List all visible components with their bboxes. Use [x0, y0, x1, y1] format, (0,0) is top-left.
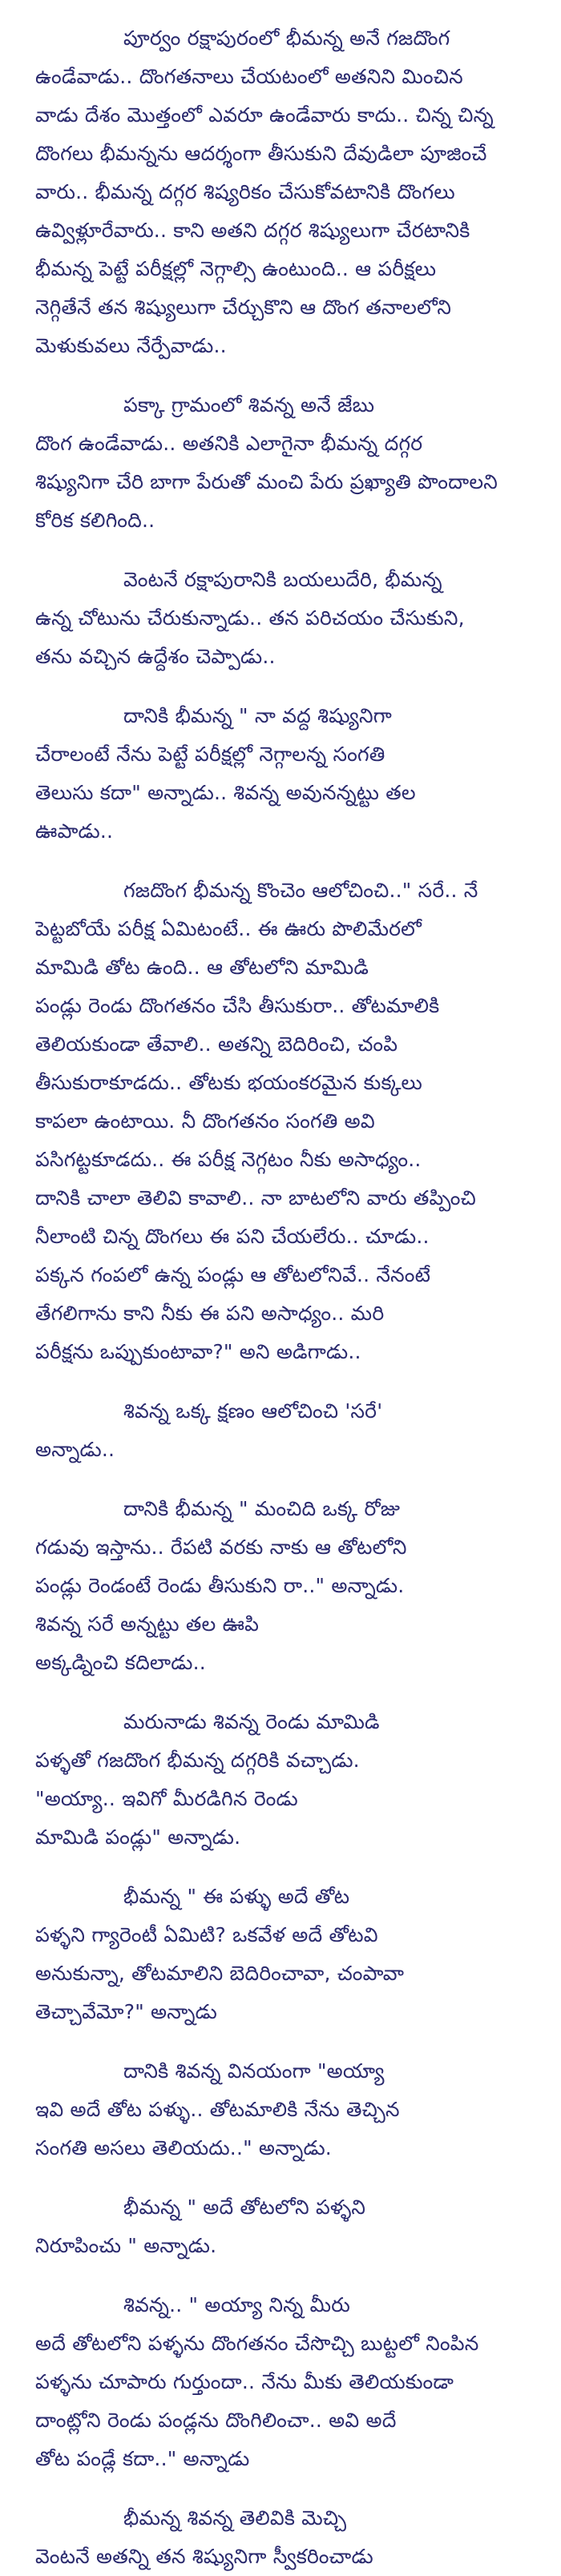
- handwritten-line: పక్కా గ్రామంలో శివన్న అనే జేబు: [123, 393, 375, 417]
- story-paragraph: [35, 1703, 529, 1857]
- handwritten-line: "అయ్యా.. ఇవిగో మీరడిగిన రెండు: [35, 1787, 298, 1810]
- story-paragraph: [35, 19, 529, 365]
- handwritten-line: పూర్వం రక్షాపురంలో భీమన్న అనే గజదొంగ: [123, 26, 450, 50]
- handwritten-line: తీసుకురాకూడదు.. తోటకు భయంకరమైన కుక్కలు: [35, 1071, 423, 1094]
- handwritten-line: దానికి భీమన్న " నా వద్ద శిష్యునిగా: [123, 704, 392, 727]
- paragraph-gap: [35, 1857, 529, 1878]
- paragraph-gap: [35, 540, 529, 561]
- handwritten-line: పళ్ళని గ్యారెంటీ ఏమిటి? ఒకవేళ అదే తోటవి: [35, 1923, 378, 1946]
- handwritten-line: భీమన్న శివన్న తెలివికి మెచ్చి: [123, 2506, 347, 2530]
- handwritten-line: దానికి భీమన్న " మంచిది ఒక్క రోజు: [123, 1497, 401, 1520]
- handwritten-line: శివన్న ఒక్క క్షణం ఆలోచించి 'సరే': [123, 1399, 383, 1423]
- handwritten-line: శివన్న సరే అన్నట్టు తల ఊపి: [35, 1612, 260, 1636]
- handwritten-line: ఉన్న చోటును చేరుకున్నాడు.. తన పరిచయం చేసుకుని,: [35, 606, 465, 630]
- handwritten-line: పెట్టబోయే పరీక్ష ఏమిటంటే.. ఈ ఊరు పొలిమేరలో: [35, 917, 422, 940]
- story-paragraph: [35, 2052, 529, 2167]
- handwritten-line: పసిగట్టకూడదు.. ఈ పరీక్ష నెగ్గటం నీకు అసాధ్యం..: [35, 1148, 422, 1171]
- story-paragraph: [35, 561, 529, 676]
- handwritten-line: పళ్ళతో గజదొంగ భీమన్న దగ్గరికి వచ్చాడు.: [35, 1749, 360, 1772]
- handwritten-line: తోట పండ్లే కదా.." అన్నాడు: [35, 2447, 250, 2470]
- handwritten-line: దొంగలు భీమన్నను ఆదర్శంగా తీసుకుని దేవుడిలా పూజించే: [35, 142, 487, 165]
- handwritten-line: మామిడి తోట ఉంది.. ఆ తోటలోని మామిడి: [35, 956, 369, 979]
- handwritten-line: తేగలిగాను కాని నీకు ఈ పని అసాధ్యం.. మరి: [35, 1302, 385, 1325]
- handwritten-line: శివన్న.. " అయ్యా నిన్న మీరు: [123, 2293, 350, 2316]
- story-paragraph: [35, 1392, 529, 1469]
- handwritten-line: తెలుసు కదా" అన్నాడు.. శివన్న అవునన్నట్టు తల: [35, 781, 416, 804]
- paragraph-gap: [35, 676, 529, 697]
- handwritten-line: అనుకున్నా, తోటమాలిని బెదిరించావా, చంపావా: [35, 1962, 405, 1985]
- story-paragraph: [35, 2286, 529, 2478]
- handwritten-line: మరునాడు శివన్న రెండు మామిడి: [123, 1710, 380, 1733]
- handwritten-line: భీమన్న " అదే తోటలోని పళ్ళని: [123, 2196, 366, 2219]
- handwritten-line: వాడు దేశం మొత్తంలో ఎవరూ ఉండేవారు కాదు.. చిన్న చిన్న: [35, 103, 494, 127]
- handwritten-line: నీలాంటి చిన్న దొంగలు ఈ పని చేయలేరు.. చూడు..: [35, 1225, 430, 1248]
- story-paragraph: [35, 1878, 529, 2031]
- story-paragraph: [35, 1490, 529, 1682]
- paragraph-gap: [35, 2478, 529, 2499]
- handwritten-line: అన్నాడు..: [35, 1438, 115, 1461]
- paragraph-gap: [35, 2031, 529, 2052]
- handwritten-line: తను వచ్చిన ఉద్దేశం చెప్పాడు..: [35, 645, 276, 668]
- story-paragraph: [35, 2188, 529, 2265]
- story-paragraph: [35, 2499, 529, 2576]
- handwritten-line: పండ్లు రెండు దొంగతనం చేసి తీసుకురా.. తోటమాలికి: [35, 994, 440, 1017]
- story-paragraph: [35, 386, 529, 540]
- handwritten-line: పళ్ళను చూపారు గుర్తుందా.. నేను మీకు తెలియకుండా: [35, 2370, 454, 2393]
- handwritten-line: దొంగ ఉండేవాడు.. అతనికి ఎలాగైనా భీమన్న దగ్గర: [35, 432, 423, 455]
- paragraph-gap: [35, 2167, 529, 2188]
- handwritten-line: చేరాలంటే నేను పెట్టే పరీక్షల్లో నెగ్గాలన్న సంగతి: [35, 743, 385, 766]
- handwritten-line: ఉవ్విళ్లూరేవారు.. కాని అతని దగ్గర శిష్యులుగా చేరటానికి: [35, 219, 470, 242]
- handwritten-line: దాంట్లోని రెండు పండ్లను దొంగిలించా.. అవి అదే: [35, 2409, 397, 2432]
- paragraph-gap: [35, 365, 529, 386]
- handwritten-line: అక్కడ్నించి కదిలాడు..: [35, 1651, 206, 1674]
- handwritten-line: వెంటనే రక్షాపురానికి బయలుదేరి, భీమన్న: [123, 568, 442, 591]
- handwritten-line: సంగతి అసలు తెలియదు.." అన్నాడు.: [35, 2136, 332, 2159]
- paragraph-gap: [35, 2265, 529, 2286]
- handwritten-line: గడువు ఇస్తాను.. రేపటి వరకు నాకు ఆ తోటలోని: [35, 1536, 407, 1559]
- handwritten-line: గజదొంగ భీమన్న కొంచెం ఆలోచించి.." సరే.. నే: [123, 879, 478, 902]
- handwritten-line: కోరిక కలిగింది..: [35, 509, 155, 532]
- story-paragraph: [35, 697, 529, 851]
- handwritten-line: దానికి చాలా తెలివి కావాలి.. నా బాటలోని వారు తప్పించి: [35, 1186, 476, 1210]
- handwritten-line: నిరూపించు " అన్నాడు.: [35, 2234, 217, 2257]
- handwritten-line: మెళుకువలు నేర్పేవాడు..: [35, 334, 227, 357]
- handwritten-line: ఊపాడు..: [35, 819, 114, 843]
- handwritten-line: దానికి శివన్న వినయంగా "అయ్యా: [123, 2059, 385, 2083]
- handwritten-line: తెచ్చావేమో?" అన్నాడు: [35, 2000, 217, 2023]
- handwritten-line: మామిడి పండ్లు" అన్నాడు.: [35, 1825, 241, 1849]
- handwritten-line: ఇవి అదే తోట పళ్ళు.. తోటమాలికి నేను తెచ్చిన: [35, 2098, 400, 2121]
- handwritten-line: వారు.. భీమన్న దగ్గర శిష్యరికం చేసుకోవటానికి దొంగలు: [35, 180, 455, 203]
- handwritten-line: పండ్లు రెండంటే రెండు తీసుకుని రా.." అన్నాడు.: [35, 1574, 405, 1597]
- story-paragraph: [35, 871, 529, 1371]
- handwritten-line: కాపలా ఉంటాయి. నీ దొంగతనం సంగతి అవి: [35, 1109, 375, 1133]
- handwritten-line: భీమన్న పెట్టే పరీక్షల్లో నెగ్గాల్సి ఉంటుంది.. ఆ పరీక్షలు: [35, 257, 437, 280]
- paragraph-gap: [35, 1682, 529, 1703]
- paragraph-gap: [35, 851, 529, 871]
- handwritten-line: శిష్యునిగా చేరి బాగా పేరుతో మంచి పేరు ప్రఖ్యాతి పొందాలని: [35, 470, 498, 493]
- handwritten-line: భీమన్న " ఈ పళ్ళు అదే తోట: [123, 1885, 350, 1908]
- paragraph-gap: [35, 1371, 529, 1392]
- handwritten-line: నెగ్గితేనే తన శిష్యులుగా చేర్చుకొని ఆ దొంగ తనాలలోని: [35, 296, 452, 319]
- paragraph-gap: [35, 1469, 529, 1490]
- handwritten-line: వెంటనే అతన్ని తన శిష్యునిగా స్వీకరించాడు: [35, 2545, 373, 2568]
- handwritten-line: పక్కన గంపలో ఉన్న పండ్లు ఆ తోటలోనివే.. నేనంటే: [35, 1263, 431, 1286]
- handwritten-line: ఉండేవాడు.. దొంగతనాలు చేయటంలో అతనిని మించిన: [35, 65, 463, 88]
- handwritten-line: అదే తోటలోని పళ్ళను దొంగతనం చేసొచ్చి బుట్టలో నింపిన: [35, 2332, 479, 2355]
- handwritten-line: పరీక్షను ఒప్పుకుంటావా?" అని అడిగాడు..: [35, 1340, 361, 1363]
- handwritten-line: తెలియకుండా తేవాలి.. అతన్ని బెదిరించి, చంపి: [35, 1032, 398, 1056]
